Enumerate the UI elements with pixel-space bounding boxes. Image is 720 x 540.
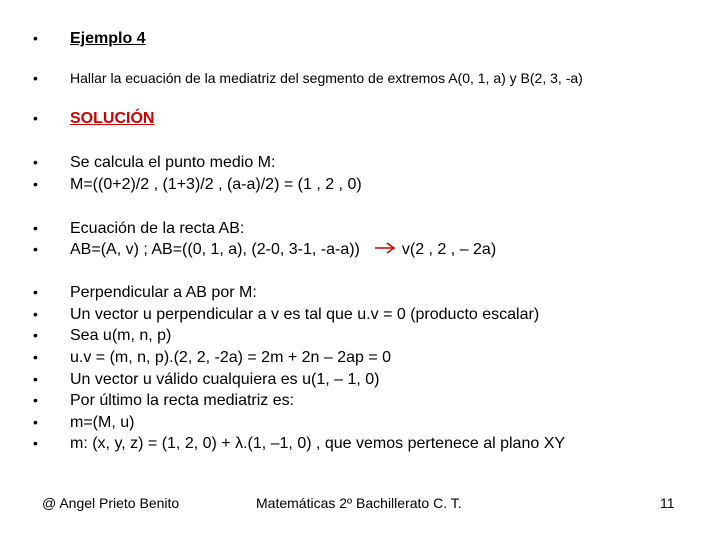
bullet: • bbox=[33, 154, 38, 170]
bullet: • bbox=[33, 241, 38, 257]
bullet: • bbox=[33, 414, 38, 430]
bullet: • bbox=[33, 176, 38, 192]
solution-heading: SOLUCIÓN bbox=[70, 110, 155, 127]
line-ab-formula bbox=[70, 241, 496, 259]
bullet: • bbox=[33, 306, 38, 322]
bullet: • bbox=[33, 284, 38, 300]
footer-course: Matemáticas 2º Bachillerato C. T. bbox=[256, 495, 462, 511]
final-label: Por último la recta mediatriz es: bbox=[70, 392, 295, 409]
bullet: • bbox=[33, 392, 38, 408]
right-arrow-icon bbox=[374, 241, 396, 259]
bullet: • bbox=[33, 30, 38, 46]
midpoint-formula: M=((0+2)/2 , (1+3)/2 , (a-a)/2) = (1 , 2 , 0) bbox=[70, 176, 362, 193]
bullet: • bbox=[33, 371, 38, 387]
footer-author: @ Angel Prieto Benito bbox=[42, 495, 180, 511]
problem-statement: Hallar la ecuación de la mediatriz del segmento de extremos A(0, 1, a) y B(2, 3, -a) bbox=[70, 70, 583, 86]
perpendicular-condition: Un vector u perpendicular a v es tal que u.v = 0 (producto escalar) bbox=[70, 306, 540, 323]
bullet: • bbox=[33, 220, 38, 236]
bullet: • bbox=[33, 327, 38, 343]
bullet: • bbox=[33, 70, 38, 86]
u-definition: Sea u(m, n, p) bbox=[70, 327, 172, 344]
line-ab-equation: AB=(A, v) ; AB=((0, 1, a), (2-0, 3-1, -a-a)) bbox=[70, 241, 360, 259]
perpendicular-label: Perpendicular a AB por M: bbox=[70, 284, 257, 301]
bullet: • bbox=[33, 435, 38, 451]
example-title: Ejemplo 4 bbox=[70, 30, 146, 47]
valid-vector: Un vector u válido cualquiera es u(1, – 1, 0) bbox=[70, 371, 380, 388]
dot-product-equation: u.v = (m, n, p).(2, 2, -2a) = 2m + 2n – 2ap = 0 bbox=[70, 349, 392, 366]
mediatrix-definition: m=(M, u) bbox=[70, 414, 135, 431]
midpoint-label: Se calcula el punto medio M: bbox=[70, 154, 276, 171]
line-ab-label: Ecuación de la recta AB: bbox=[70, 220, 245, 237]
bullet: • bbox=[33, 349, 38, 365]
footer-page-number: 11 bbox=[660, 495, 675, 511]
bullet: • bbox=[33, 110, 38, 126]
direction-vector: v(2 , 2 , – 2a) bbox=[401, 241, 497, 259]
mediatrix-equation: m: (x, y, z) = (1, 2, 0) + λ.(1, –1, 0) , que vemos pertenece al plano XY bbox=[70, 435, 566, 452]
